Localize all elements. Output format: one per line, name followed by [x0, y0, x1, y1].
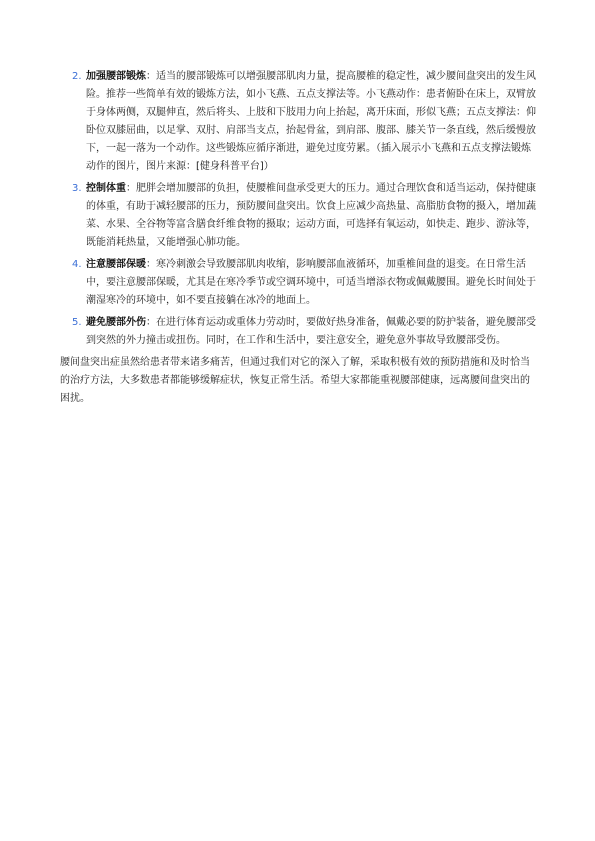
list-item-number: 4.	[72, 259, 82, 270]
list-item-number: 5.	[72, 317, 82, 328]
list-item-number: 2.	[72, 71, 82, 82]
list-item	[60, 256, 538, 310]
prevention-list	[60, 68, 538, 350]
list-item-title: 加强腰部锻炼	[86, 71, 146, 82]
summary-paragraph: 腰间盘突出症虽然给患者带来诸多痛苦，但通过我们对它的深入了解，采取积极有效的预防措施和及时恰当的治疗方法，大多数患者都能够缓解症状，恢复正常生活。希望大家都能重视腰部健康，远离腰间盘突出的困扰。	[60, 357, 530, 404]
document-body	[60, 68, 538, 418]
list-item-title: 控制体重	[86, 183, 126, 194]
list-item	[60, 314, 538, 350]
list-item-text: ：寒冷刺激会导致腰部肌肉收缩，影响腰部血液循环，加重椎间盘的退变。在日常生活中，要注意腰部保暖，尤其是在寒冷季节或空调环境中，可适当增添衣物或佩戴腰围。避免长时间处于潮湿寒冷的环境中，如不要直接躺在冰冷的地面上。	[86, 259, 536, 306]
list-item	[60, 68, 538, 176]
list-item-title: 避免腰部外伤	[86, 317, 146, 328]
list-item	[60, 180, 538, 252]
list-item-title: 注意腰部保暖	[86, 259, 146, 270]
list-item-number: 3.	[72, 183, 82, 194]
list-item-text: ：肥胖会增加腰部的负担，使腰椎间盘承受更大的压力。通过合理饮食和适当运动，保持健康的体重，有助于减轻腰部的压力，预防腰间盘突出。饮食上应减少高热量、高脂肪食物的摄入，增加蔬菜、水果、全谷物等富含膳食纤维食物的摄取；运动方面，可选择有氧运动，如快走、跑步、游泳等，既能消耗热量，又能增强心肺功能。	[86, 183, 536, 248]
list-item-text: ：适当的腰部锻炼可以增强腰部肌肉力量，提高腰椎的稳定性，减少腰间盘突出的发生风险。推荐一些简单有效的锻炼方法，如小飞燕、五点支撑法等。小飞燕动作：患者俯卧在床上，双臂放于身体两侧，双腿伸直，然后将头、上肢和下肢用力向上抬起，离开床面，形似飞燕；五点支撑法：仰卧位双膝屈曲，以足掌、双肘、肩部当支点，抬起骨盆，到肩部、腹部、膝关节一条直线，然后缓慢放下，一起一落为一个动作。这些锻炼应循序渐进，避免过度劳累。（插入展示小飞燕和五点支撑法锻炼动作的图片，图片来源：[健身科普平台]）	[86, 71, 536, 172]
list-item-text: ：在进行体育运动或重体力劳动时，要做好热身准备，佩戴必要的防护装备，避免腰部受到突然的外力撞击或扭伤。同时，在工作和生活中，要注意安全，避免意外事故导致腰部受伤。	[86, 317, 536, 346]
